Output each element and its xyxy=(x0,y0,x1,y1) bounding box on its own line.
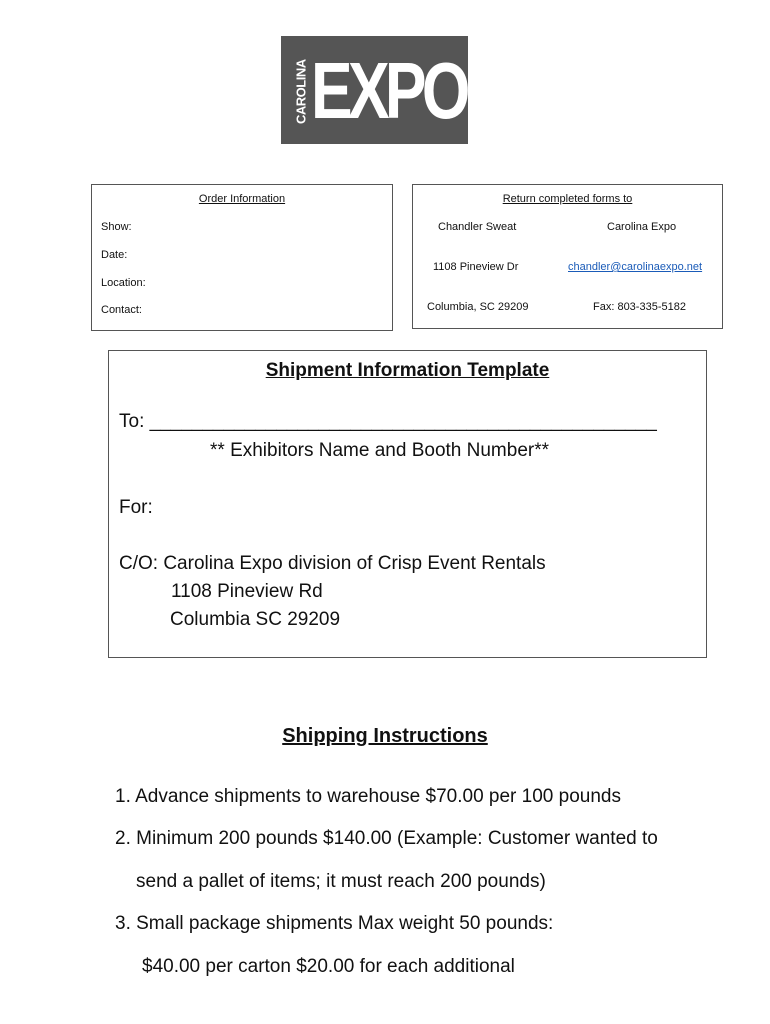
shipment-information-box xyxy=(108,350,707,658)
city-state-zip: Columbia, SC 29209 xyxy=(427,301,529,313)
logo-carolina-text: CAROLINA xyxy=(293,59,309,125)
show-field-label: Show: xyxy=(101,221,132,233)
to-line: To: ________________________________________________ xyxy=(119,411,657,432)
care-of-line: C/O: Carolina Expo division of Crisp Event Rentals xyxy=(119,553,546,574)
order-information-box xyxy=(91,184,393,331)
logo-expo-text: EXPO xyxy=(311,46,466,135)
contact-name: Chandler Sweat xyxy=(438,221,517,233)
care-of-street: 1108 Pineview Rd xyxy=(171,581,323,602)
location-field-label: Location: xyxy=(101,277,146,289)
instruction-line-3: 3. Small package shipments Max weight 50 pounds: xyxy=(115,913,554,934)
company-name: Carolina Expo xyxy=(607,221,677,233)
date-field-label: Date: xyxy=(101,249,128,261)
carolina-expo-logo xyxy=(281,36,468,144)
contact-field-label: Contact: xyxy=(101,304,142,316)
return-forms-box xyxy=(412,184,723,329)
shipping-instructions-title: Shipping Instructions xyxy=(282,725,488,747)
order-information-heading: Order Information xyxy=(198,193,286,205)
street-address: 1108 Pineview Dr xyxy=(433,261,519,273)
instruction-line-1: 1. Advance shipments to warehouse $70.00 per 100 pounds xyxy=(115,786,621,807)
exhibitor-name-note: ** Exhibitors Name and Booth Number** xyxy=(210,440,550,461)
email-link[interactable]: chandler@carolinaexpo.net xyxy=(568,261,703,273)
instruction-line-3-cont: $40.00 per carton $20.00 for each additional xyxy=(142,956,515,977)
fax-number: Fax: 803-335-5182 xyxy=(593,301,686,313)
care-of-city: Columbia SC 29209 xyxy=(170,609,341,630)
return-forms-heading: Return completed forms to xyxy=(502,193,633,205)
for-label: For: xyxy=(119,497,153,518)
instruction-line-2-cont: send a pallet of items; it must reach 200 pounds) xyxy=(136,871,546,892)
shipment-template-title: Shipment Information Template xyxy=(265,360,550,381)
instruction-line-2: 2. Minimum 200 pounds $140.00 (Example: Customer wanted to xyxy=(115,828,658,849)
